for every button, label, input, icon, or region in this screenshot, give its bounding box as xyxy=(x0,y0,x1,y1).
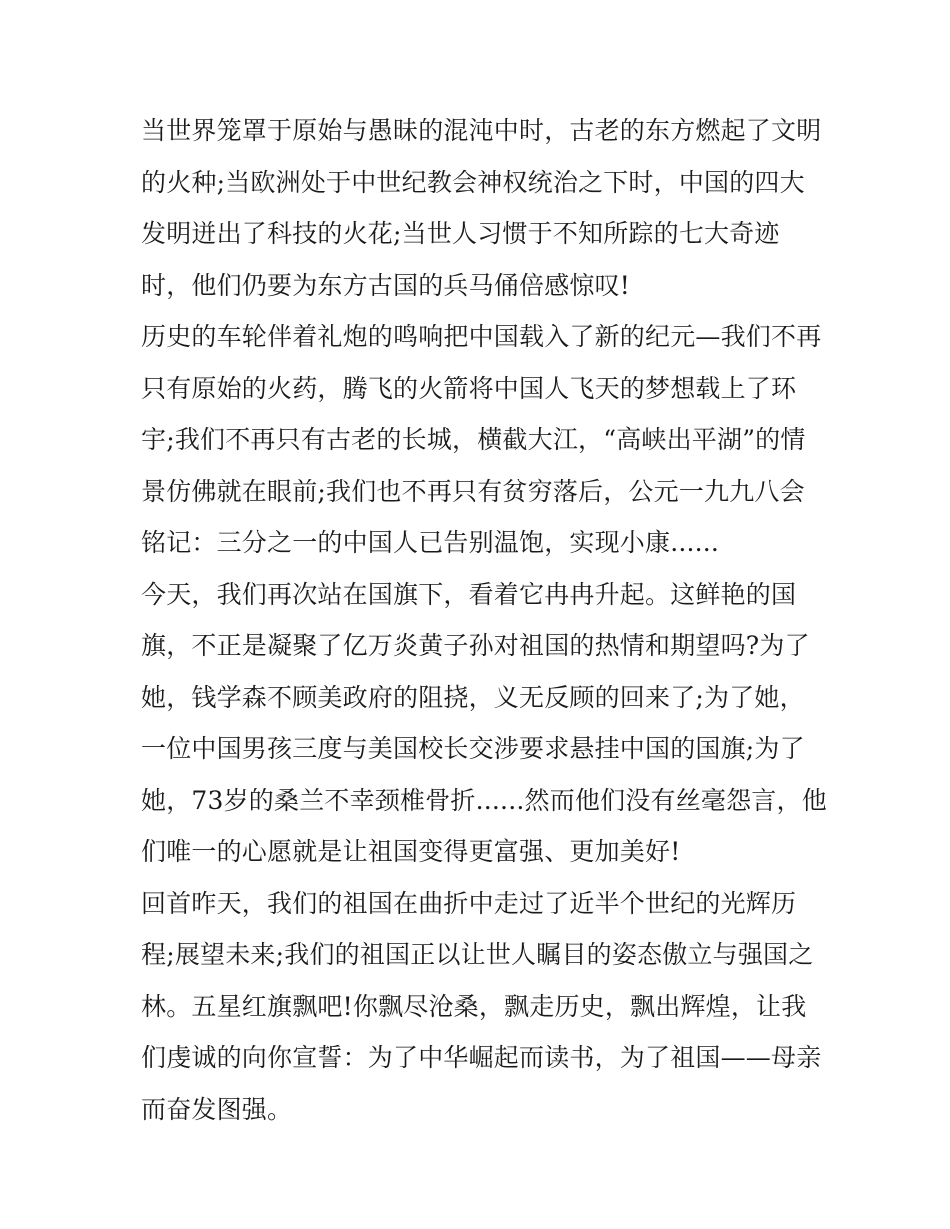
text-line: 当世界笼罩于原始与愚昧的混沌中时，古老的东方燃起了文明 xyxy=(141,116,822,145)
text-line: 林。五星红旗飘吧!你飘尽沧桑，飘走历史，飘出辉煌，让我 xyxy=(141,991,807,1021)
text-line: 程;展望未来;我们的祖国正以让世人瞩目的姿态傲立与强国之 xyxy=(141,940,814,969)
text-line: 只有原始的火药，腾飞的火箭将中国人飞天的梦想载上了环 xyxy=(141,373,797,403)
text-line: 们唯一的心愿就是让祖国变得更富强、更加美好! xyxy=(141,837,681,866)
document-body xyxy=(141,105,827,1135)
text-line: 铭记：三分之一的中国人已告别温饱，实现小康...... xyxy=(141,528,720,557)
text-line: 一位中国男孩三度与美国校长交涉要求悬挂中国的国旗;为了 xyxy=(141,734,805,763)
text-line: 宇;我们不再只有古老的长城，横截大江，“高峡出平湖”的情 xyxy=(141,425,806,454)
text-line: 她，73岁的桑兰不幸颈椎骨折......然而他们没有丝毫怨言，他 xyxy=(141,785,827,815)
text-line: 们虔诚的向你宣誓：为了中华崛起而读书，为了祖国——母亲 xyxy=(141,1043,822,1072)
text-line: 旗，不正是凝聚了亿万炎黄子孙对祖国的热情和期望吗?为了 xyxy=(141,631,810,660)
text-line: 今天，我们再次站在国旗下，看着它冉冉升起。这鲜艳的国 xyxy=(141,579,797,609)
text-line: 时，他们仍要为东方古国的兵马俑倍感惊叹! xyxy=(141,270,631,300)
text-line: 回首昨天，我们的祖国在曲折中走过了近半个世纪的光辉历 xyxy=(141,888,797,918)
text-line: 的火种;当欧洲处于中世纪教会神权统治之下时，中国的四大 xyxy=(141,167,805,197)
text-line: 发明迸出了科技的火花;当世人习惯于不知所踪的七大奇迹 xyxy=(141,219,780,248)
text-line: 景仿佛就在眼前;我们也不再只有贫穷落后，公元一九九八会 xyxy=(141,476,805,506)
text-line: 她，钱学森不顾美政府的阻挠，义无反顾的回来了;为了她， xyxy=(141,682,805,712)
text-line: 而奋发图强。 xyxy=(141,1094,293,1124)
text-line: 历史的车轮伴着礼炮的鸣响把中国载入了新的纪元—我们不再 xyxy=(141,322,822,351)
